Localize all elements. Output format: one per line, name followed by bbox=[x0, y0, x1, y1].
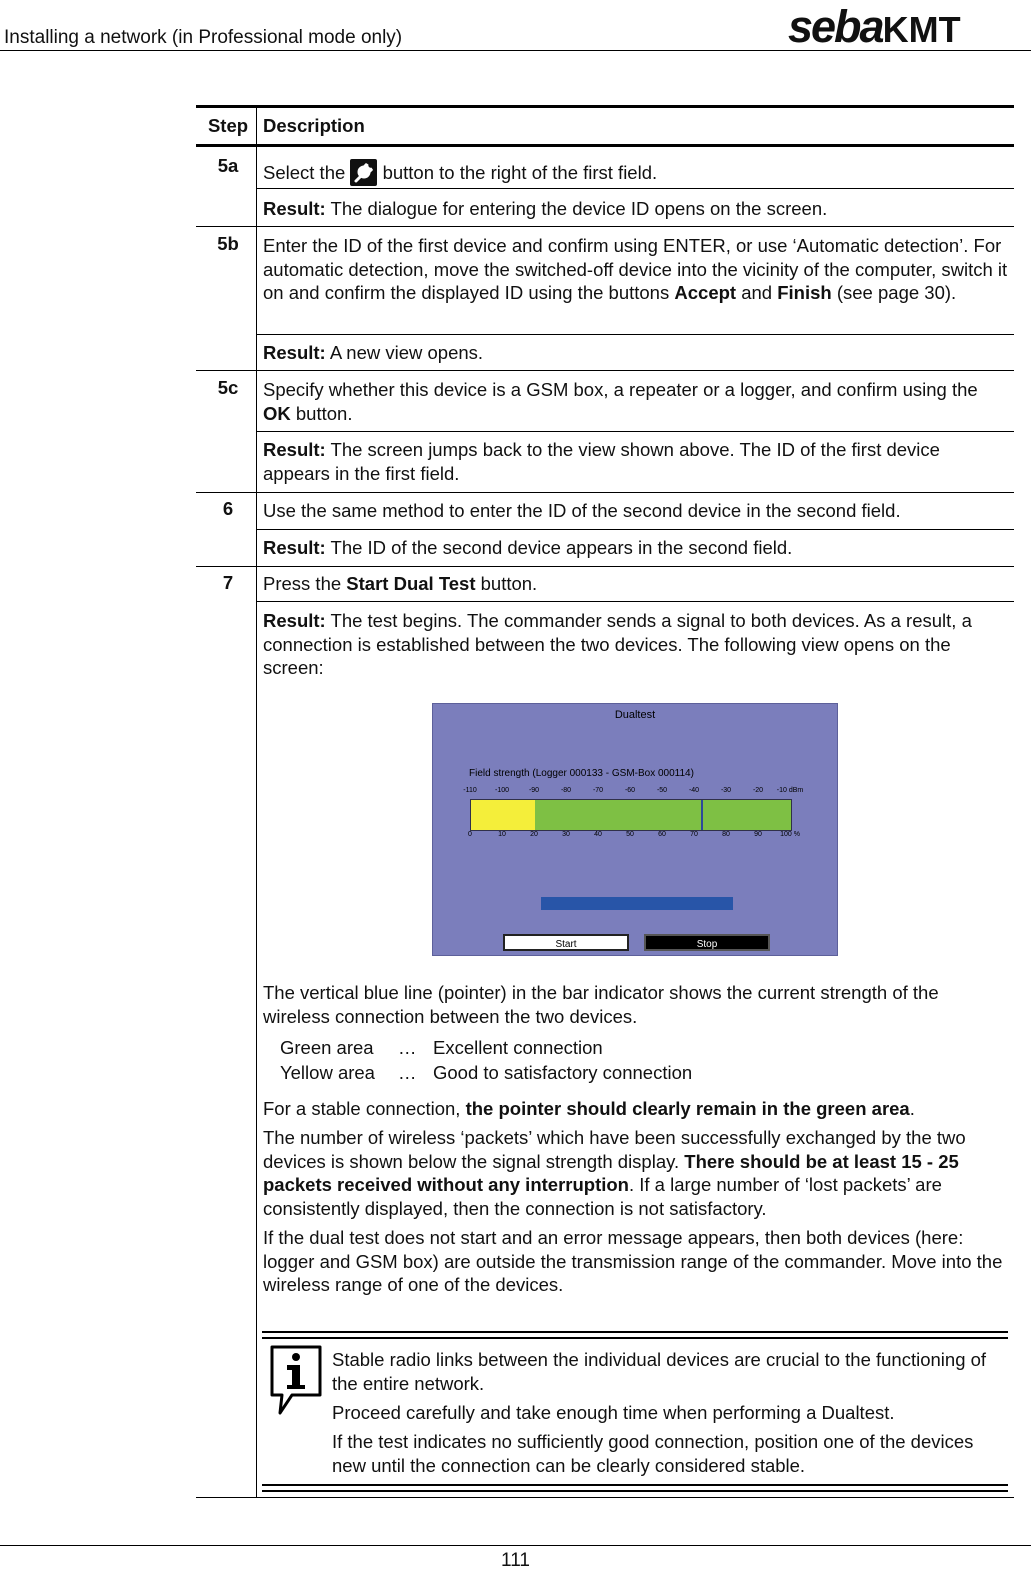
table-bottom-rule bbox=[196, 1497, 1014, 1498]
step-result: Result: The test begins. The commander sends a signal to both devices. As a result, a connection is established between the two devices. The following view opens on the screen: bbox=[263, 610, 972, 678]
percent-tick-label: 20 bbox=[530, 831, 538, 838]
dbm-tick-label: -20 bbox=[752, 787, 764, 794]
note-bottom-rule bbox=[262, 1484, 1008, 1486]
dualtest-screenshot bbox=[432, 703, 838, 956]
wrench-icon bbox=[350, 159, 377, 186]
dbm-tick-label: -10 dBm bbox=[776, 787, 804, 794]
packets-text: The number of wireless ‘packets’ which have been successfully exchanged by the two devices is shown below the signal strength display. There should be at least 15 - 25 packets received without any interruption. If a large number of ‘lost packets’ are consistently displayed, then the connection is not satisfactory. bbox=[263, 1127, 966, 1219]
percent-tick-label: 30 bbox=[562, 831, 570, 838]
step-number: 5c bbox=[217, 377, 239, 398]
footer-divider bbox=[0, 1545, 1031, 1546]
legend-green: Green area … Excellent connection bbox=[280, 1037, 603, 1058]
step-number: 5a bbox=[217, 155, 239, 176]
row-rule bbox=[196, 370, 1014, 371]
dbm-tick-label: -30 bbox=[720, 787, 732, 794]
dbm-tick-label: -70 bbox=[592, 787, 604, 794]
signal-strength-bar bbox=[470, 799, 792, 831]
start-button[interactable]: Start bbox=[503, 934, 629, 951]
step-number: 5b bbox=[217, 233, 239, 254]
step-result: Result: The ID of the second device appears in the second field. bbox=[263, 537, 793, 558]
stop-button[interactable]: Stop bbox=[644, 934, 770, 951]
strength-pointer bbox=[701, 800, 703, 830]
packets-progress-bar bbox=[541, 897, 733, 910]
step-result: Result: The screen jumps back to the view shown above. The ID of the first device appears in the first field. bbox=[263, 439, 940, 484]
row-rule bbox=[196, 566, 1014, 567]
row-rule bbox=[196, 492, 1014, 493]
row-rule bbox=[257, 601, 1014, 602]
field-strength-label: Field strength (Logger 000133 - GSM-Box 000114) bbox=[469, 768, 694, 779]
step-action: Use the same method to enter the ID of the second device in the second field. bbox=[263, 500, 901, 521]
percent-tick-label: 60 bbox=[658, 831, 666, 838]
row-rule bbox=[196, 226, 1014, 227]
step-action: Press the Start Dual Test button. bbox=[263, 573, 538, 594]
percent-tick-label: 100 % bbox=[780, 831, 800, 838]
page-header-title: Installing a network (in Professional mode only) bbox=[4, 27, 403, 48]
column-header-description: Description bbox=[263, 115, 365, 136]
column-header-step: Step bbox=[207, 115, 249, 136]
stable-connection-text: For a stable connection, the pointer should clearly remain in the green area. bbox=[263, 1098, 915, 1119]
note-bottom-rule bbox=[262, 1490, 1008, 1492]
dbm-tick-label: -50 bbox=[656, 787, 668, 794]
percent-tick-label: 80 bbox=[722, 831, 730, 838]
note-line: Proceed carefully and take enough time when performing a Dualtest. bbox=[332, 1402, 895, 1423]
percent-tick-label: 0 bbox=[468, 831, 472, 838]
step-number: 6 bbox=[222, 498, 234, 519]
step-action: Enter the ID of the first device and confirm using ENTER, or use ‘Automatic detection’. For automatic detection, move the switched-off device into the vicinity of the computer, switch it on and confirm the displayed ID using the buttons Accept and Finish (see page 30). bbox=[263, 235, 1008, 303]
step-result: Result: A new view opens. bbox=[263, 342, 484, 363]
percent-tick-label: 70 bbox=[690, 831, 698, 838]
percent-tick-label: 40 bbox=[594, 831, 602, 838]
page-number: 111 bbox=[501, 1550, 530, 1571]
percent-tick-label: 10 bbox=[498, 831, 506, 838]
dbm-tick-label: -40 bbox=[688, 787, 700, 794]
step-result: Result: The dialogue for entering the device ID opens on the screen. bbox=[263, 198, 828, 219]
row-rule bbox=[257, 431, 1014, 432]
note-top-rule bbox=[262, 1337, 1008, 1339]
dbm-tick-label: -100 bbox=[494, 787, 510, 794]
dbm-tick-label: -60 bbox=[624, 787, 636, 794]
yellow-area bbox=[471, 800, 535, 830]
dbm-tick-label: -80 bbox=[560, 787, 572, 794]
note-line: Stable radio links between the individual devices are crucial to the functioning of the entire network. bbox=[332, 1349, 987, 1394]
table-header-rule bbox=[196, 144, 1014, 147]
error-text: If the dual test does not start and an error message appears, then both devices (here: logger and GSM box) are outside the transmission range of the commander. Move into the wireless range of one of the devices. bbox=[263, 1227, 1003, 1295]
row-rule bbox=[257, 334, 1014, 335]
note-line: If the test indicates no sufficiently good connection, position one of the devices new until the connection can be clearly considered stable. bbox=[332, 1431, 974, 1476]
step-action: Select the button to the right of the first field. bbox=[263, 159, 1008, 186]
pointer-explanation: The vertical blue line (pointer) in the bar indicator shows the current strength of the wireless connection between the two devices. bbox=[263, 982, 939, 1027]
row-rule bbox=[257, 529, 1014, 530]
percent-tick-label: 50 bbox=[626, 831, 634, 838]
header-divider bbox=[0, 50, 1031, 51]
table-column-divider bbox=[256, 105, 257, 1498]
step-number: 7 bbox=[222, 572, 234, 593]
dbm-tick-label: -110 bbox=[463, 787, 477, 794]
table-top-rule bbox=[196, 105, 1014, 108]
dbm-tick-label: -90 bbox=[528, 787, 540, 794]
company-logo: sebaKMT bbox=[788, 1, 961, 52]
step-action: Specify whether this device is a GSM box, a repeater or a logger, and confirm using the OK button. bbox=[263, 379, 978, 424]
dualtest-title: Dualtest bbox=[614, 709, 656, 721]
percent-tick-label: 90 bbox=[754, 831, 762, 838]
info-icon bbox=[270, 1345, 322, 1415]
note-top-rule bbox=[262, 1331, 1008, 1333]
legend-yellow: Yellow area … Good to satisfactory connection bbox=[280, 1062, 693, 1083]
row-rule bbox=[257, 188, 1014, 189]
